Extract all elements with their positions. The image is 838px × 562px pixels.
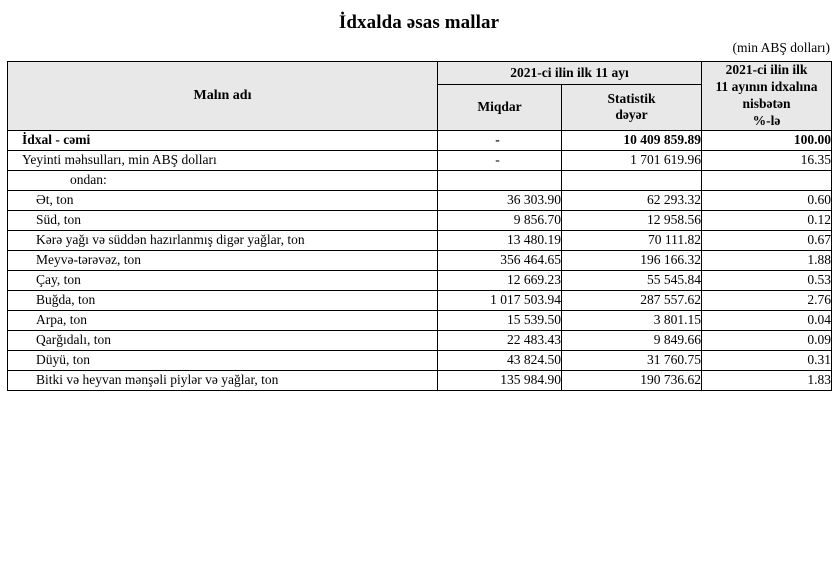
row-value: 70 111.82 bbox=[562, 230, 702, 250]
row-share: 0.09 bbox=[702, 330, 832, 350]
row-label: Qarğıdalı, ton bbox=[8, 330, 438, 350]
table-body bbox=[8, 130, 832, 390]
row-quantity: 36 303.90 bbox=[438, 190, 562, 210]
table-row bbox=[8, 250, 832, 270]
row-share: 16.35 bbox=[702, 150, 832, 170]
value-header-line1: Statistik bbox=[607, 90, 656, 106]
row-label: İdxal - cəmi bbox=[8, 130, 438, 150]
table-row bbox=[8, 290, 832, 310]
row-quantity bbox=[438, 170, 562, 190]
row-label: Bitki və heyvan mənşəli piylər və yağlar, ton bbox=[8, 370, 438, 390]
row-share: 0.60 bbox=[702, 190, 832, 210]
row-label: Yeyinti məhsulları, min ABŞ dolları bbox=[8, 150, 438, 170]
table-row bbox=[8, 310, 832, 330]
share-header-line3: nisbətən bbox=[742, 95, 791, 111]
row-share: 0.31 bbox=[702, 350, 832, 370]
row-share: 0.04 bbox=[702, 310, 832, 330]
page-title: İdxalda əsas mallar bbox=[338, 12, 500, 33]
row-value: 62 293.32 bbox=[562, 190, 702, 210]
table-row bbox=[8, 350, 832, 370]
table-row bbox=[8, 150, 832, 170]
value-header-line2: dəyər bbox=[615, 107, 648, 123]
row-quantity: 1 017 503.94 bbox=[438, 290, 562, 310]
row-label: Arpa, ton bbox=[8, 310, 438, 330]
row-quantity: - bbox=[438, 130, 562, 150]
share-header-line2: 11 ayının idxalına bbox=[715, 78, 818, 94]
row-quantity: 22 483.43 bbox=[438, 330, 562, 350]
row-quantity: 15 539.50 bbox=[438, 310, 562, 330]
row-value: 10 409 859.89 bbox=[562, 130, 702, 150]
row-value: 287 557.62 bbox=[562, 290, 702, 310]
row-share bbox=[702, 170, 832, 190]
row-share: 100.00 bbox=[702, 130, 832, 150]
row-quantity: 9 856.70 bbox=[438, 210, 562, 230]
row-quantity: 356 464.65 bbox=[438, 250, 562, 270]
table-row bbox=[8, 230, 832, 250]
row-share: 2.76 bbox=[702, 290, 832, 310]
column-header-period-group: 2021-ci ilin ilk 11 ayı bbox=[438, 62, 702, 85]
share-header-line1: 2021-ci ilin ilk bbox=[725, 62, 808, 77]
row-value: 3 801.15 bbox=[562, 310, 702, 330]
unit-note: (min ABŞ dolları) bbox=[732, 40, 830, 55]
table-header bbox=[8, 62, 832, 131]
row-label: Süd, ton bbox=[8, 210, 438, 230]
row-value: 12 958.56 bbox=[562, 210, 702, 230]
row-label: Meyvə-tərəvəz, ton bbox=[8, 250, 438, 270]
row-label: Düyü, ton bbox=[8, 350, 438, 370]
row-quantity: 12 669.23 bbox=[438, 270, 562, 290]
row-label: Buğda, ton bbox=[8, 290, 438, 310]
table-row bbox=[8, 330, 832, 350]
row-quantity: 135 984.90 bbox=[438, 370, 562, 390]
table-row bbox=[8, 130, 832, 150]
row-value: 55 545.84 bbox=[562, 270, 702, 290]
row-value: 31 760.75 bbox=[562, 350, 702, 370]
row-share: 0.67 bbox=[702, 230, 832, 250]
column-header-share bbox=[702, 62, 832, 131]
table-row bbox=[8, 190, 832, 210]
row-value: 190 736.62 bbox=[562, 370, 702, 390]
table-row bbox=[8, 270, 832, 290]
table-row bbox=[8, 370, 832, 390]
row-share: 1.88 bbox=[702, 250, 832, 270]
row-label: Çay, ton bbox=[8, 270, 438, 290]
row-value: 1 701 619.96 bbox=[562, 150, 702, 170]
table-row bbox=[8, 210, 832, 230]
column-header-name: Malın adı bbox=[8, 62, 438, 131]
row-value bbox=[562, 170, 702, 190]
row-share: 1.83 bbox=[702, 370, 832, 390]
import-goods-table bbox=[7, 61, 832, 391]
share-header-line4: %-lə bbox=[752, 112, 781, 128]
table-row bbox=[8, 170, 832, 190]
row-share: 0.53 bbox=[702, 270, 832, 290]
row-value: 196 166.32 bbox=[562, 250, 702, 270]
row-value: 9 849.66 bbox=[562, 330, 702, 350]
row-label: Ət, ton bbox=[8, 190, 438, 210]
row-quantity: 43 824.50 bbox=[438, 350, 562, 370]
row-share: 0.12 bbox=[702, 210, 832, 230]
column-header-quantity: Miqdar bbox=[438, 85, 562, 130]
row-label: Kərə yağı və süddən hazırlanmış digər yağlar, ton bbox=[8, 230, 438, 250]
column-header-value bbox=[562, 85, 702, 130]
row-quantity: - bbox=[438, 150, 562, 170]
row-quantity: 13 480.19 bbox=[438, 230, 562, 250]
row-label: ondan: bbox=[8, 170, 438, 190]
